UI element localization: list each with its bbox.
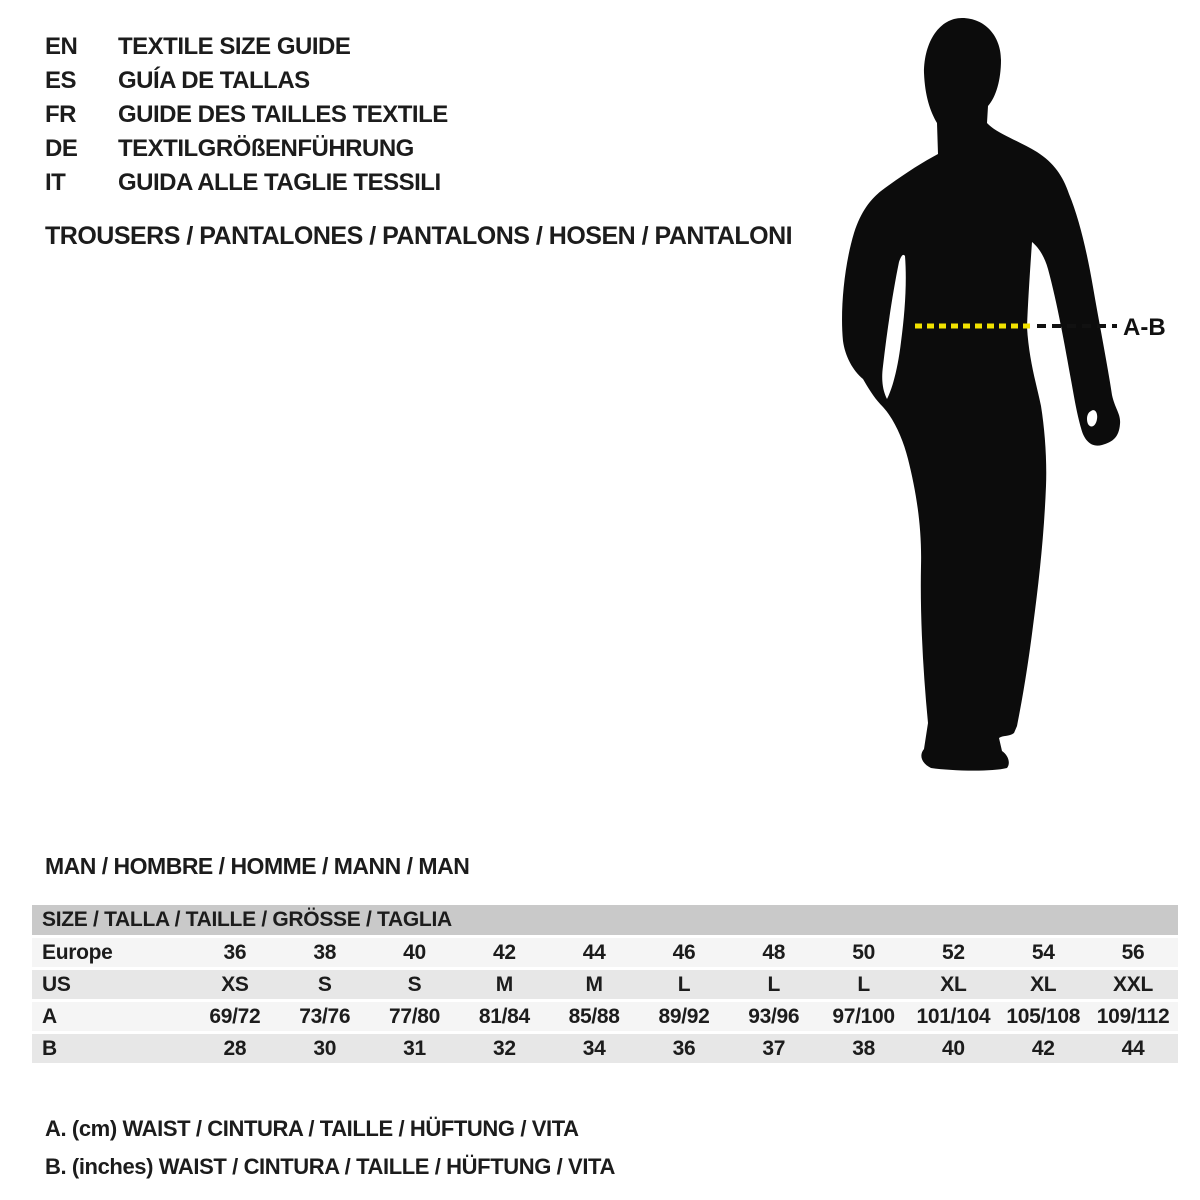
size-value: 38 <box>313 941 337 964</box>
size-value: 81/84 <box>478 1005 530 1028</box>
guide-title: GUIDE DES TAILLES TEXTILE <box>118 101 448 128</box>
man-silhouette-icon <box>842 18 1120 771</box>
guide-title: GUÍA DE TALLAS <box>118 67 310 94</box>
language-code: EN <box>45 33 78 60</box>
language-row-es <box>45 64 448 98</box>
size-table-header: SIZE / TALLA / TAILLE / GRÖSSE / TAGLIA <box>32 905 1178 935</box>
size-value: 54 <box>1031 941 1055 964</box>
language-code: FR <box>45 101 76 128</box>
size-value: 89/92 <box>658 1005 710 1028</box>
size-value: S <box>407 973 422 996</box>
size-value: 56 <box>1121 941 1145 964</box>
size-value: 105/108 <box>1006 1005 1081 1028</box>
gender-section-title: MAN / HOMBRE / HOMME / MANN / MAN <box>45 853 470 879</box>
size-value: 42 <box>492 941 516 964</box>
size-value: S <box>317 973 332 996</box>
size-value: XXL <box>1113 973 1153 996</box>
size-value: 85/88 <box>568 1005 620 1028</box>
size-value: L <box>857 973 870 996</box>
size-value: 38 <box>852 1037 875 1060</box>
language-title-list <box>45 30 448 200</box>
size-value: L <box>677 973 691 996</box>
size-value: 31 <box>403 1037 426 1060</box>
size-value: 97/100 <box>832 1005 895 1028</box>
size-value: 32 <box>492 1037 516 1060</box>
size-table <box>32 905 1178 1063</box>
size-value: 69/72 <box>209 1005 261 1028</box>
size-value: 36 <box>672 1037 696 1060</box>
guide-title: TEXTILGRÖßENFÜHRUNG <box>118 135 414 162</box>
row-label: A <box>42 1005 57 1028</box>
size-value: 52 <box>942 941 965 964</box>
size-value: 44 <box>1121 1037 1145 1060</box>
category-title: TROUSERS / PANTALONES / PANTALONS / HOSEN / PANTALONI <box>45 222 793 250</box>
size-value: 44 <box>582 941 606 964</box>
size-value: 77/80 <box>389 1005 441 1028</box>
size-value: XL <box>1030 973 1057 996</box>
language-row-de <box>45 132 448 166</box>
waist-measure-label: A-B <box>1123 314 1166 341</box>
size-value: 40 <box>942 1037 965 1060</box>
language-row-it <box>45 166 448 200</box>
size-value: 28 <box>223 1037 247 1060</box>
size-value: 37 <box>762 1037 786 1060</box>
note-b-inches: B. (inches) WAIST / CINTURA / TAILLE / HÜFTUNG / VITA <box>45 1154 615 1179</box>
size-value: 73/76 <box>299 1005 351 1028</box>
size-value: M <box>585 973 603 996</box>
size-value: 34 <box>582 1037 606 1060</box>
size-value: 40 <box>403 941 426 964</box>
size-value: XL <box>940 973 967 996</box>
table-row-a-cm <box>32 1002 1178 1031</box>
size-value: L <box>767 973 781 996</box>
size-value: M <box>495 973 513 996</box>
size-value: 48 <box>762 941 786 964</box>
measurement-notes <box>45 1110 615 1186</box>
size-value: XS <box>221 973 249 996</box>
size-value: 42 <box>1031 1037 1055 1060</box>
language-code: DE <box>45 135 78 162</box>
row-label: B <box>42 1037 57 1060</box>
table-row-us <box>32 970 1178 999</box>
language-row-fr <box>45 98 448 132</box>
guide-title: GUIDA ALLE TAGLIE TESSILI <box>118 169 441 196</box>
size-value: 109/112 <box>1096 1005 1170 1028</box>
size-value: 93/96 <box>748 1005 800 1028</box>
note-a-cm: A. (cm) WAIST / CINTURA / TAILLE / HÜFTUNG / VITA <box>45 1116 579 1141</box>
size-value: 101/104 <box>916 1005 991 1028</box>
size-value: 50 <box>852 941 875 964</box>
row-label: Europe <box>42 941 113 964</box>
language-row-en <box>45 30 448 64</box>
size-value: 36 <box>223 941 247 964</box>
language-code: IT <box>45 169 66 196</box>
language-code: ES <box>45 67 77 94</box>
man-silhouette-figure <box>830 10 1170 790</box>
size-value: 46 <box>672 941 696 964</box>
table-row-b-inches <box>32 1034 1178 1063</box>
table-row-europe <box>32 938 1178 967</box>
row-label: US <box>42 973 71 996</box>
guide-title: TEXTILE SIZE GUIDE <box>118 33 351 60</box>
size-value: 30 <box>313 1037 337 1060</box>
